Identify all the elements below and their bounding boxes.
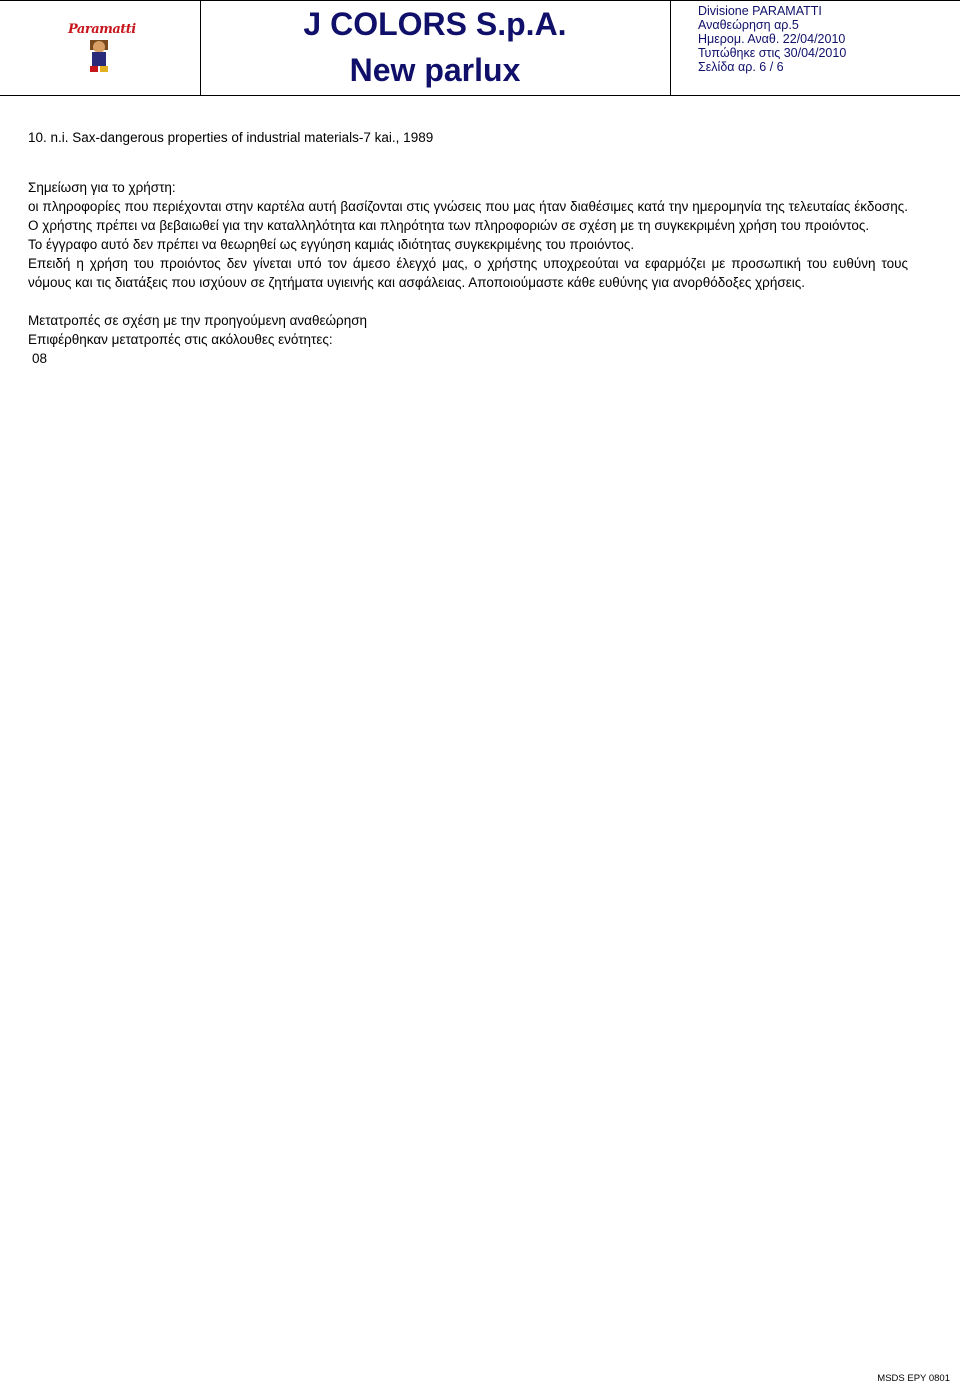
user-note-paragraph-2: Το έγγραφο αυτό δεν πρέπει να θεωρηθεί ως εγγύηση καμιάς ιδιότητας συγκεκριμένης του προιόντος. bbox=[28, 237, 635, 252]
header-bottom-rule bbox=[0, 95, 960, 96]
changes-sections-label: Επιφέρθηκαν μετατροπές στις ακόλουθες ενότητες: bbox=[28, 332, 333, 347]
revision-number: Αναθεώρηση αρ.5 bbox=[698, 18, 799, 32]
product-name: New parlux bbox=[349, 52, 521, 88]
document-header bbox=[0, 0, 960, 96]
logo-mascot-icon bbox=[68, 14, 136, 76]
company-name: J COLORS S.p.A. bbox=[303, 6, 567, 42]
print-date: Τυπώθηκε στις 30/04/2010 bbox=[698, 46, 847, 60]
user-note-heading: Σημείωση για το χρήστη: bbox=[28, 180, 176, 195]
changes-heading: Μετατροπές σε σχέση με την προηγούμενη αναθεώρηση bbox=[28, 313, 368, 328]
header-top-rule bbox=[0, 0, 960, 1]
user-note-paragraph-3: Επειδή η χρήση του προιόντος δεν γίνεται υπό τον άμεσο έλεγχό μας, ο χρήστης υποχρεούται να εφαρμόζει με προσωπική του ευθύνη τους νόμους και τις διατάξεις που ισχύουν σε ζητήματα υγιεινής και ασφάλειας. Αποποιούμαστε κάθε ευθύνης για ανορθόδοξες χρήσεις. bbox=[28, 256, 908, 290]
company-logo bbox=[68, 14, 136, 76]
division-name: Divisione PARAMATTI bbox=[698, 4, 822, 18]
form-code: MSDS EPY 0801 bbox=[877, 1373, 950, 1384]
user-note-paragraph-1: οι πληροφορίες που περιέχονται στην καρτέλα αυτή βασίζονται στις γνώσεις που μας ήταν διαθέσιμες κατά την ημερομηνία της τελευταίας έκδοσης. Ο χρήστης πρέπει να βεβαιωθεί για την καταλληλότητα και πληρότητα των πληροφοριών σε σχέση με τη συγκεκριμένη χρήση του προιόντος. bbox=[28, 199, 908, 233]
header-divider-right bbox=[670, 0, 671, 96]
revision-date: Ημερομ. Αναθ. 22/04/2010 bbox=[698, 32, 846, 46]
document-meta bbox=[698, 4, 846, 74]
logo-wordmark: Paramatti bbox=[68, 22, 136, 37]
document-body bbox=[28, 128, 908, 368]
reference-entry: 10. n.i. Sax-dangerous properties of industrial materials-7 kai., 1989 bbox=[28, 130, 434, 145]
changes-sections-list: 08 bbox=[32, 351, 48, 366]
page-number: Σελίδα αρ. 6 / 6 bbox=[698, 60, 784, 74]
